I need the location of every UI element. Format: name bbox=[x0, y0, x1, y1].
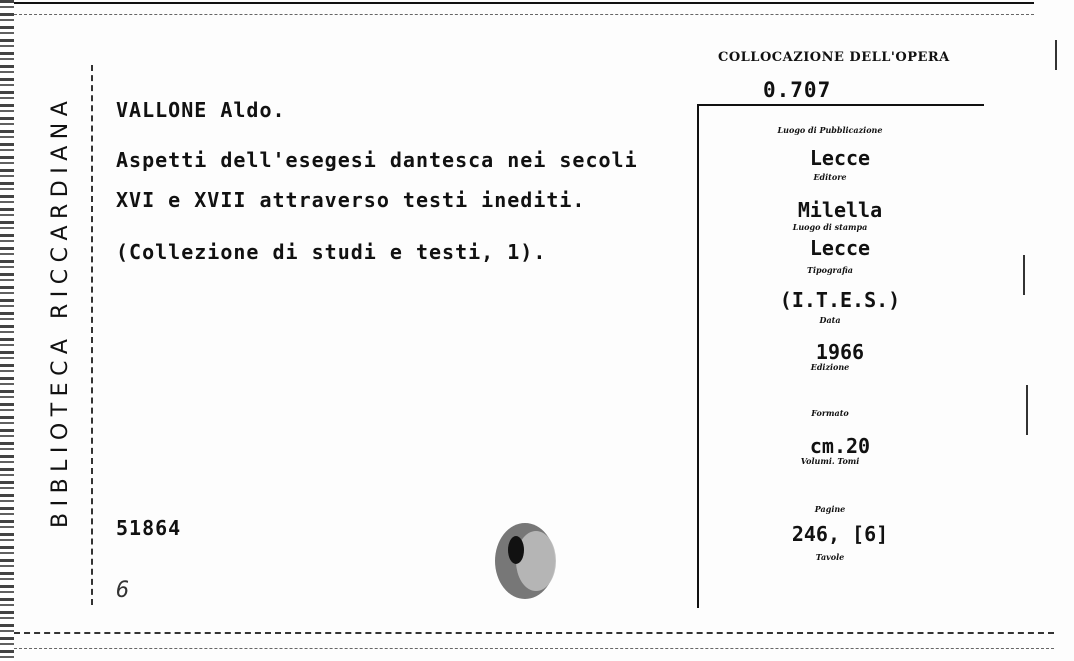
value-date: 1966 bbox=[815, 340, 865, 364]
right-margin-mark bbox=[1055, 40, 1057, 70]
card-bottom-edge bbox=[14, 632, 1054, 649]
left-margin-rule bbox=[91, 65, 93, 605]
handwritten-mark: 6 bbox=[116, 578, 131, 603]
label-date: Data bbox=[819, 315, 841, 325]
label-publisher: Editore bbox=[813, 172, 847, 182]
label-place-of-publication: Luogo di Pubblicazione bbox=[777, 125, 883, 135]
card-top-edge bbox=[14, 2, 1034, 15]
library-stamp bbox=[490, 520, 560, 602]
series-line: (Collezione di studi e testi, 1). bbox=[116, 240, 547, 264]
title-line-1: Aspetti dell'esegesi dantesca nei secoli bbox=[116, 148, 638, 172]
value-format: cm.20 bbox=[809, 434, 871, 458]
value-place-of-printing: Lecce bbox=[809, 236, 871, 260]
label-edition: Edizione bbox=[810, 362, 850, 372]
title-line-2: XVI e XVII attraverso testi inediti. bbox=[116, 188, 586, 212]
card-left-edge bbox=[0, 0, 14, 661]
right-margin-mark bbox=[1023, 255, 1025, 295]
shelfmark: 0.707 bbox=[763, 78, 832, 102]
author-line: VALLONE Aldo. bbox=[116, 98, 286, 122]
library-spine-text: BIBLIOTECA RICCARDIANA bbox=[48, 94, 73, 528]
label-plates: Tavole bbox=[815, 552, 845, 562]
right-panel-heading: COLLOCAZIONE DELL'OPERA bbox=[718, 50, 950, 65]
value-pages: 246, [6] bbox=[791, 522, 889, 546]
value-place-of-publication: Lecce bbox=[809, 146, 871, 170]
label-printer: Tipografia bbox=[807, 265, 853, 275]
inventory-number: 51864 bbox=[116, 516, 182, 540]
label-place-of-printing: Luogo di stampa bbox=[792, 222, 868, 232]
label-volumes: Volumi. Tomi bbox=[800, 456, 860, 466]
label-pages: Pagine bbox=[814, 504, 846, 514]
right-margin-mark bbox=[1026, 385, 1028, 435]
value-publisher: Milella bbox=[797, 198, 883, 222]
value-printer: (I.T.E.S.) bbox=[779, 288, 901, 312]
label-format: Formato bbox=[811, 408, 849, 418]
